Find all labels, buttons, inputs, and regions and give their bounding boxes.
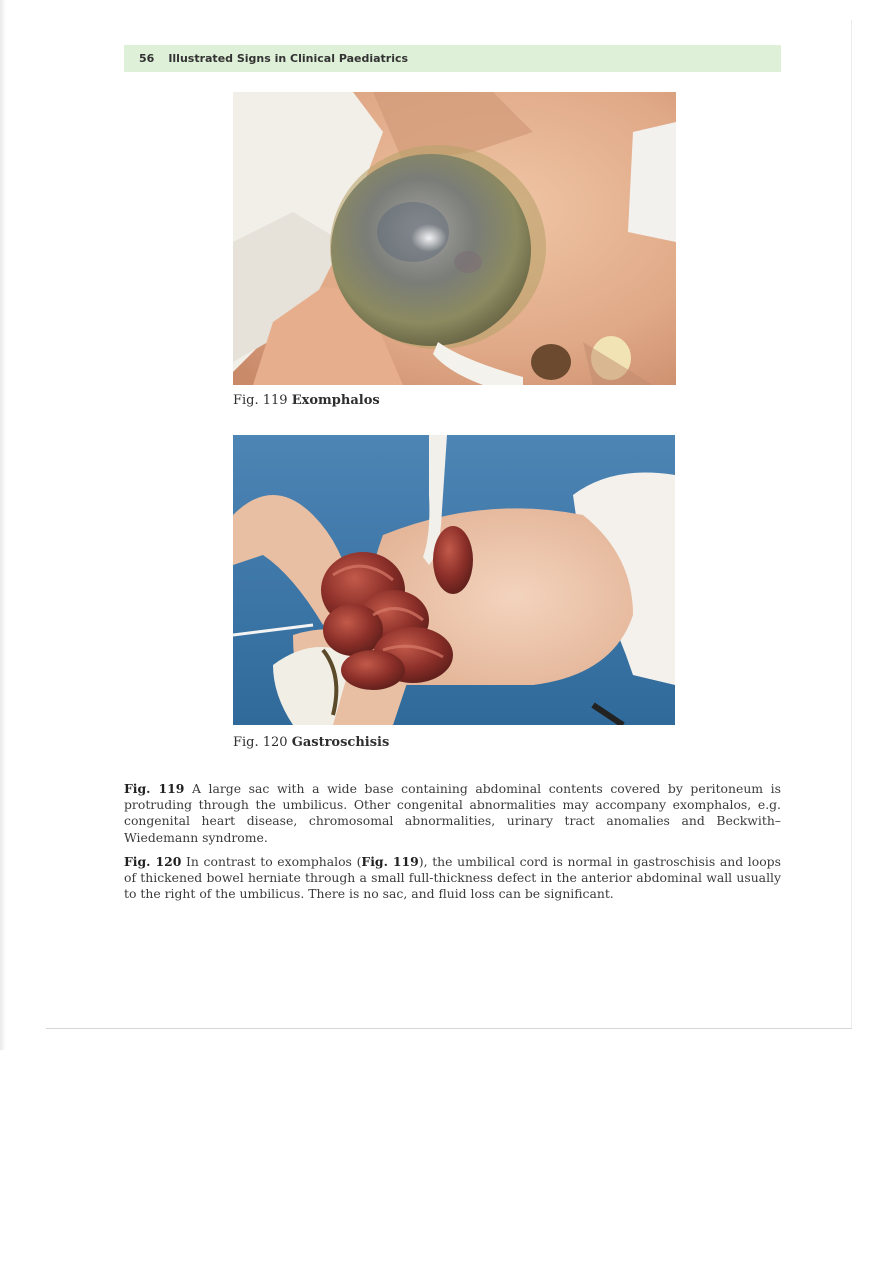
paragraph-fig-120 [124,854,781,903]
page-bottom-edge [46,1028,852,1029]
figure-119-photo [233,92,676,385]
figure-120-photo [233,435,675,725]
paragraph-fig-120-text-before: In contrast to exomphalos ( [181,854,362,869]
paragraph-fig-120-text-after: ), the umbilical cord is normal in gastroschisis and loops of thickened bowel herniate through a small full-thickness defect in the anterior abdominal wall usually to the right of the umbilicus. There is no sac, and fluid loss can be significant. [124,854,781,902]
paragraph-fig-119-lead: Fig. 119 [124,781,185,796]
figure-119-title: Exomphalos [291,393,380,408]
paragraph-fig-119-text: A large sac with a wide base containing abdominal contents covered by peritoneum is protruding through the umbilicus. Other congenital abnormalities may accompany exomphalos, e.g. congenital heart disease, chromosomal abnormalities, urinary tract anomalies and Beckwith–Wiedemann syndrome. [124,781,781,845]
page-right-edge [851,20,852,1028]
running-header [124,45,781,72]
figure-120-title: Gastroschisis [291,735,390,750]
running-title: Illustrated Signs in Clinical Paediatrics [168,52,409,65]
paragraph-fig-119 [124,781,781,846]
page-number: 56 [139,52,155,65]
figure-120-caption [233,735,389,750]
figure-120-label: Fig. 120 [233,735,288,750]
figure-119-label: Fig. 119 [233,393,288,408]
page-edge-shadow [0,0,6,1050]
figure-119-caption [233,393,380,408]
paragraph-fig-120-lead: Fig. 120 [124,854,182,869]
paragraph-fig-120-ref: Fig. 119 [361,854,419,869]
